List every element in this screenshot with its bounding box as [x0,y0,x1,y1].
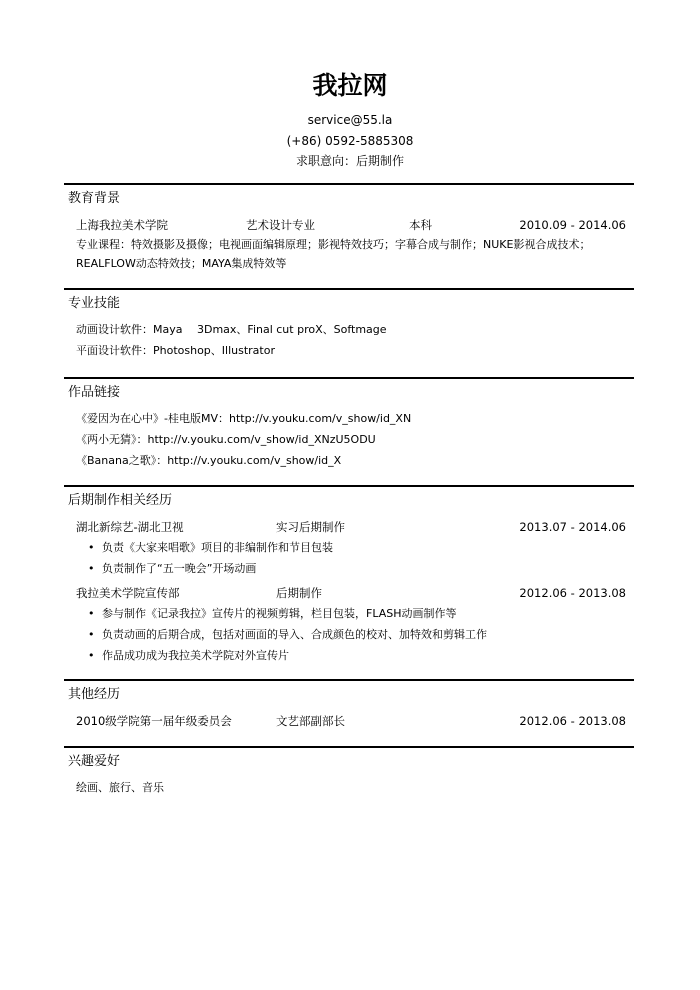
job-objective: 求职意向：后期制作 [295,154,404,168]
other-org: 2010级学院第一届年级委员会 [76,714,232,728]
experience-section [64,485,634,666]
works-section [64,377,634,470]
section-title-experience: 后期制作相关经历 [68,493,173,508]
job-bullets [64,537,634,579]
work-link[interactable]: 《两小无猜》：http://v.youku.com/v_show/id_XNzU5ODU [76,433,376,446]
list-item: • 作品成功成为我拉美术学院对外宣传片 [64,645,634,666]
work-link[interactable]: 《爱因为在心中》-桂电版MV：http://v.youku.com/v_show/id_XN [76,412,412,425]
job-bullets [64,603,634,666]
bullet-dot: • [88,649,95,662]
skill-item: 动画设计软件：Maya 3Dmax、Final cut proX、Softmage [76,323,387,336]
contact-email: service@55.la [307,113,393,127]
section-divider [64,746,634,748]
bullet-dot: • [88,562,95,575]
candidate-name: 我拉网 [312,71,388,100]
job-date: 2013.07 - 2014.06 [519,520,626,534]
section-divider [64,485,634,487]
major: 艺术设计专业 [246,218,315,232]
section-divider [64,377,634,379]
other-section [64,679,634,731]
school-name: 上海我拉美术学院 [76,218,168,232]
other-date: 2012.06 - 2013.08 [519,714,626,728]
resume-header [0,0,700,171]
job-row [64,517,634,537]
section-title-skills: 专业技能 [68,296,121,311]
list-item: • 负责动画的后期合成，包括对画面的导入、合成颜色的校对、加特效和剪辑工作 [64,624,634,645]
work-link[interactable]: 《Banana之歌》：http://v.youku.com/v_show/id_X [76,454,342,467]
list-item: • 负责《大家来唱歌》项目的非编制作和节目包装 [64,537,634,558]
list-item: • 参与制作《记录我拉》宣传片的视频剪辑，栏目包装，FLASH动画制作等 [64,603,634,624]
section-title-education: 教育背景 [68,191,121,206]
job-role: 后期制作 [276,586,322,600]
bullet-dot: • [88,628,95,641]
education-section [64,183,634,273]
section-divider [64,679,634,681]
job-org: 湖北新综艺-湖北卫视 [76,520,184,534]
other-role: 文艺部副部长 [276,714,345,728]
hobbies-text: 绘画、旅行、音乐 [76,781,164,794]
section-title-hobbies: 兴趣爱好 [68,754,121,769]
job-org: 我拉美术学院宣传部 [76,586,180,600]
education-row [64,215,634,235]
contact-phone: (+86) 0592-5885308 [286,134,414,148]
degree: 本科 [409,218,432,232]
courses-text: 专业课程：特效摄影及摄像；电视画面编辑原理；影视特效技巧；字幕合成与制作；NUKE影视合成技术；REALFLOW动态特效技；MAYA集成特效等 [76,238,591,270]
section-divider [64,288,634,290]
list-item: • 负责制作了“五一晚会”开场动画 [64,558,634,579]
bullet-dot: • [88,607,95,620]
section-title-other: 其他经历 [68,687,121,702]
section-title-works: 作品链接 [68,385,121,400]
section-divider [64,183,634,185]
job-role: 实习后期制作 [276,520,345,534]
other-row [64,711,634,731]
bullet-dot: • [88,541,95,554]
skills-section [64,288,634,360]
education-date: 2010.09 - 2014.06 [519,218,626,232]
hobbies-section [64,746,634,797]
job-row [64,583,634,603]
job-date: 2012.06 - 2013.08 [519,586,626,600]
skill-item: 平面设计软件：Photoshop、Illustrator [76,344,275,357]
